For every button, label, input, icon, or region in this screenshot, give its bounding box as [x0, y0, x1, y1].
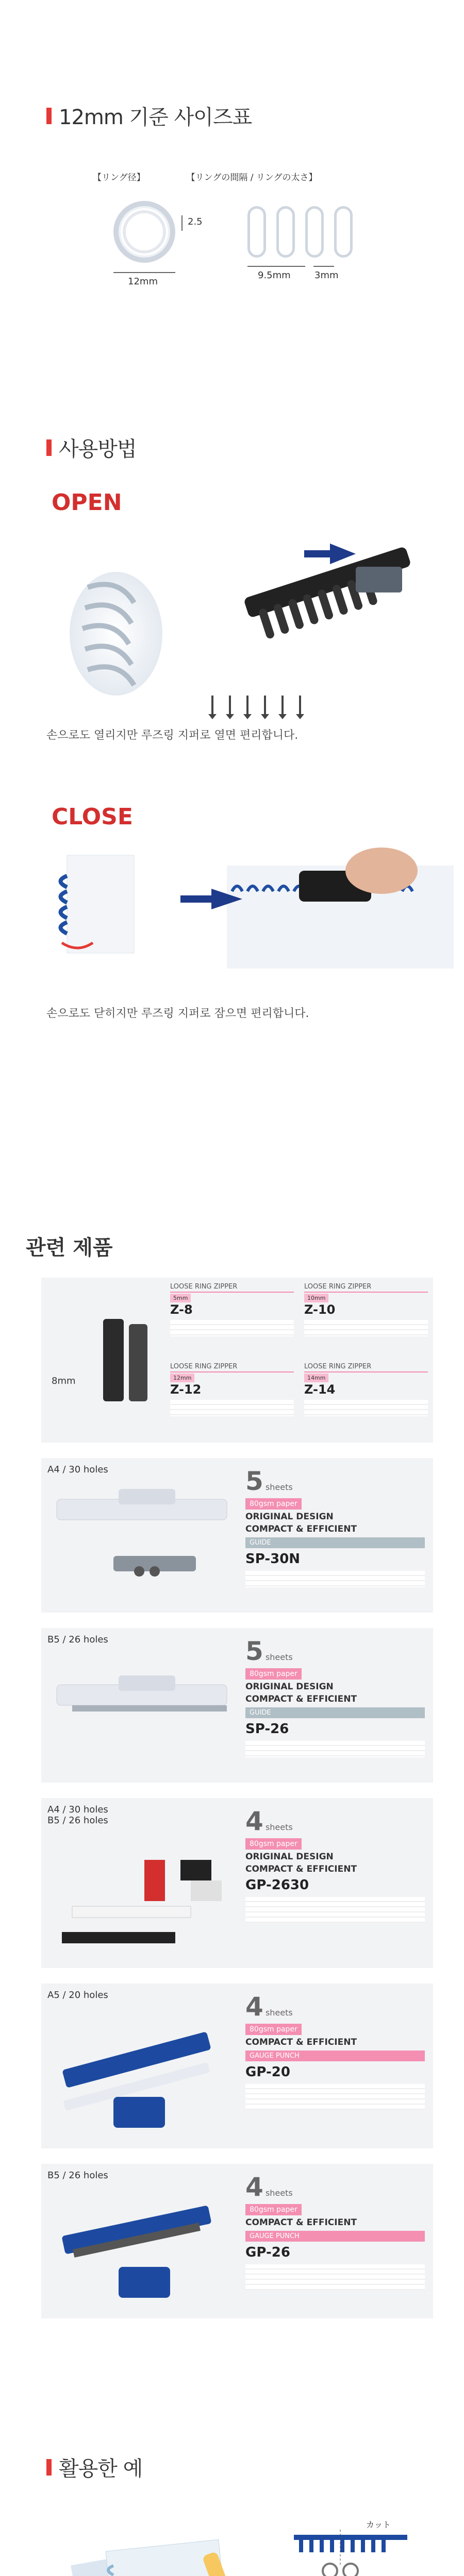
examples-section-header — [46, 2452, 142, 2482]
close-zipper-photo — [165, 835, 454, 969]
close-description: 손으로도 닫히지만 루즈링 지퍼로 잠으면 편리합니다. — [46, 1007, 309, 1020]
punch-size-label: B5 / 26 holes — [47, 1634, 108, 1645]
ring-teeth-diagram — [247, 206, 353, 258]
punch-image — [41, 1458, 237, 1613]
punch-info: 4 sheets 80gsm paper ORIGINAL DESIGN COMPACT & EFFICIENT GP-2630 — [237, 1798, 433, 1968]
zipper-item: LOOSE RING ZIPPER 12mm Z-12 — [170, 1363, 294, 1437]
ring-thickness-dim: 2.5 — [188, 216, 203, 227]
ring-inner — [123, 210, 166, 253]
pitch-dim: 9.5mm — [258, 270, 291, 281]
punch-info: 4 sheets 80gsm paper COMPACT & EFFICIENT GAUGE PUNCH GP-26 — [237, 2164, 433, 2318]
zipper-item: LOOSE RING ZIPPER 14mm Z-14 — [304, 1363, 428, 1437]
punch-model: GP-20 — [245, 2064, 290, 2080]
open-ring-photo — [57, 556, 175, 711]
example-cut-photo — [52, 2514, 423, 2576]
size-chart — [93, 170, 402, 289]
size-section-header — [46, 101, 252, 130]
punch-row — [41, 1458, 433, 1613]
open-label: OPEN — [52, 489, 122, 516]
ring-diameter-dim: 12mm — [128, 276, 158, 287]
punch-row — [41, 1628, 433, 1783]
punch-image — [41, 1984, 237, 2148]
punch-info: 4 sheets 80gsm paper COMPACT & EFFICIENT GAUGE PUNCH GP-20 — [237, 1984, 433, 2148]
zipper-item: LOOSE RING ZIPPER 10mm Z-10 — [304, 1283, 428, 1358]
open-zipper-photo — [211, 515, 449, 685]
red-bar-icon — [46, 2459, 52, 2476]
punch-info: 5 sheets 80gsm paper ORIGINAL DESIGN COMPACT & EFFICIENT GUIDE SP-30N — [237, 1458, 433, 1613]
punch-size-label: B5 / 26 holes — [47, 2170, 108, 2181]
zipper-image — [41, 1278, 165, 1443]
usage-section-header — [46, 433, 137, 462]
size-section-title: 12mm 기준 사이즈표 — [59, 106, 252, 129]
open-description: 손으로도 열리지만 루즈링 지퍼로 열면 편리합니다. — [46, 729, 299, 742]
punch-size-label: A4 / 30 holes — [47, 1464, 108, 1475]
related-products-title: 관련 제품 — [26, 1235, 113, 1260]
close-ring-photo — [46, 845, 144, 963]
punch-size-label: A5 / 20 holes — [47, 1990, 108, 2001]
punch-info: 5 sheets 80gsm paper ORIGINAL DESIGN COMPACT & EFFICIENT GUIDE SP-26 — [237, 1628, 433, 1783]
usage-section-title: 사용방법 — [59, 437, 137, 461]
zipper-item: LOOSE RING ZIPPER 5mm Z-8 — [170, 1283, 294, 1358]
ring-diameter-label: 【リング径】 — [93, 173, 145, 183]
width-dim: 3mm — [314, 270, 339, 281]
cut-label: カット — [366, 2520, 391, 2530]
close-label: CLOSE — [52, 804, 133, 830]
open-arrows — [211, 696, 301, 716]
punch-row — [41, 1984, 433, 2148]
punch-model: GP-2630 — [245, 1877, 309, 1893]
punch-image — [41, 1798, 237, 1968]
zipper-grid — [165, 1278, 433, 1443]
punch-image — [41, 2164, 237, 2318]
punch-model: GP-26 — [245, 2245, 290, 2260]
punch-image — [41, 1628, 237, 1783]
ring-pitch-label: 【リングの間隔 / リングの太さ】 — [186, 173, 318, 183]
punch-row — [41, 1798, 433, 1968]
punch-model: SP-26 — [245, 1721, 289, 1737]
punch-size-label: A4 / 30 holes B5 / 26 holes — [47, 1804, 108, 1826]
zipper-size-label: 8mm — [52, 1376, 76, 1386]
red-bar-icon — [46, 108, 52, 124]
punch-model: SP-30N — [245, 1551, 301, 1567]
zipper-product-row — [41, 1278, 433, 1443]
punch-row — [41, 2164, 433, 2318]
red-bar-icon — [46, 439, 52, 456]
examples-section-title: 활용한 예 — [59, 2457, 143, 2481]
